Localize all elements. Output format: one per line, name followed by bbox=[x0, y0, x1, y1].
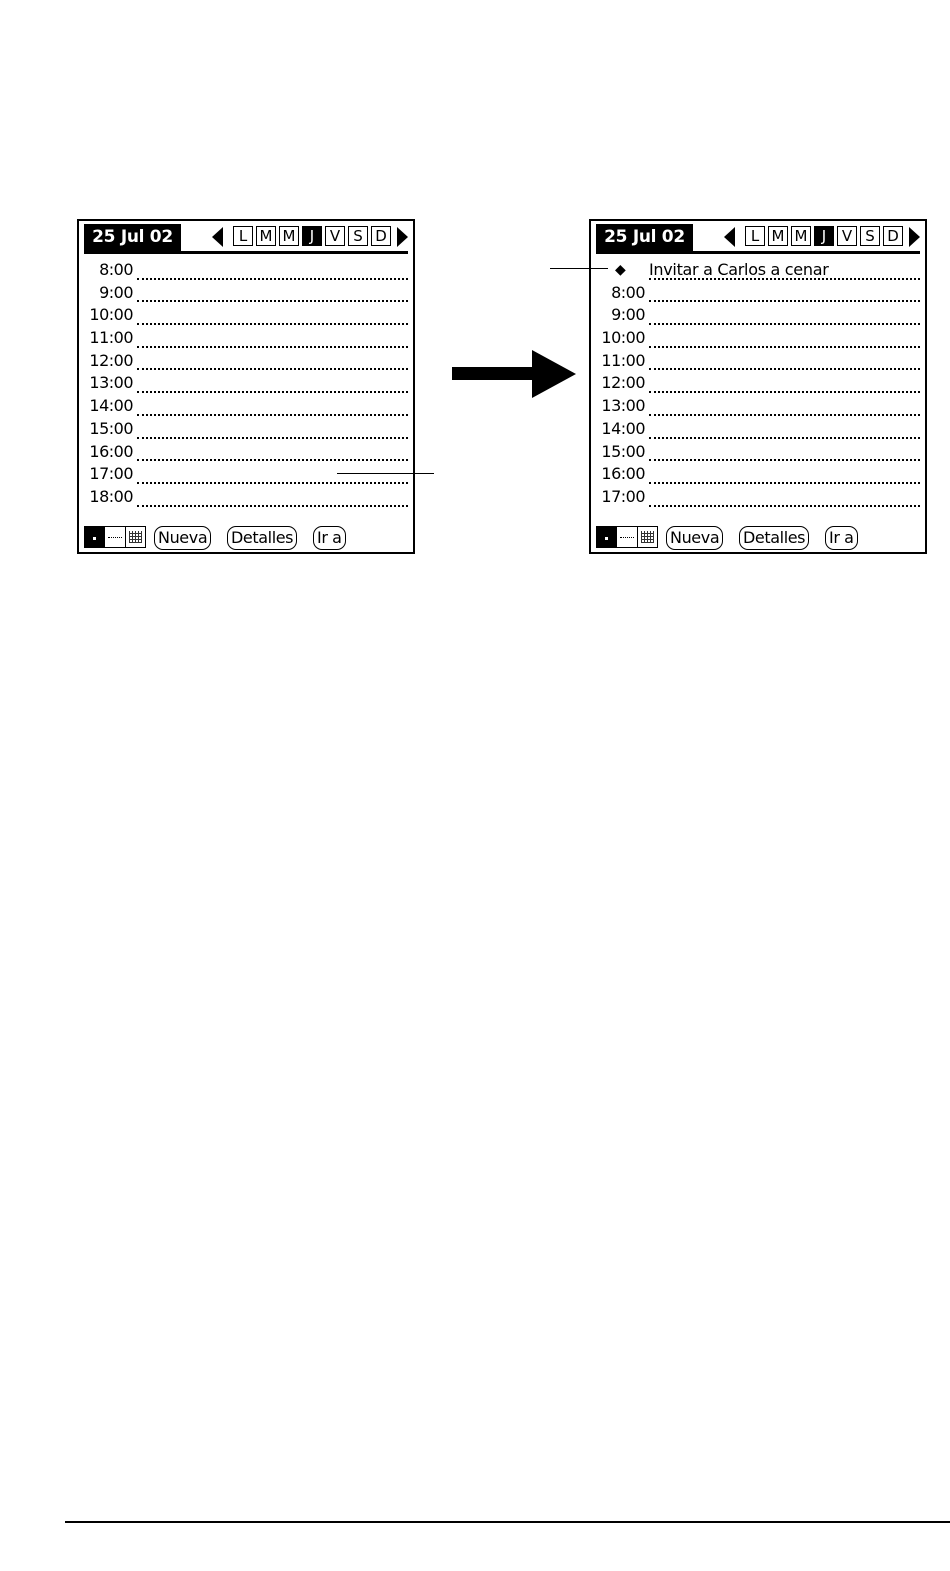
day-button-friday[interactable]: V bbox=[837, 226, 857, 246]
weekday-selector bbox=[233, 226, 394, 248]
command-bar bbox=[596, 526, 922, 550]
day-button-sunday[interactable]: D bbox=[371, 226, 391, 246]
slot-line bbox=[137, 391, 408, 393]
title-bar bbox=[84, 224, 408, 254]
callout-line-right bbox=[550, 268, 608, 269]
time-slot-row[interactable] bbox=[591, 464, 925, 487]
time-label: 14:00 bbox=[601, 418, 645, 438]
command-bar bbox=[84, 526, 410, 550]
slot-line bbox=[649, 323, 920, 325]
day-button-friday[interactable]: V bbox=[325, 226, 345, 246]
time-label: 16:00 bbox=[601, 464, 645, 484]
slot-line bbox=[649, 482, 920, 484]
slot-line bbox=[137, 346, 408, 348]
time-slot-row[interactable] bbox=[591, 442, 925, 465]
slot-line bbox=[649, 278, 920, 280]
time-label: 15:00 bbox=[601, 441, 645, 461]
day-button-saturday[interactable]: S bbox=[860, 226, 880, 246]
view-selector bbox=[84, 526, 146, 548]
callout-line-left bbox=[337, 473, 434, 474]
time-slot-row[interactable] bbox=[79, 305, 413, 328]
diamond-bullet-icon: ◆ bbox=[615, 262, 626, 278]
day-button-thursday[interactable]: J bbox=[814, 226, 834, 246]
time-slot-row[interactable] bbox=[591, 283, 925, 306]
week-view-toggle[interactable] bbox=[617, 527, 637, 547]
time-slot-row[interactable] bbox=[79, 464, 413, 487]
slot-line bbox=[137, 368, 408, 370]
time-slot-row[interactable] bbox=[591, 419, 925, 442]
day-view-screen-after bbox=[589, 219, 927, 554]
time-label: 12:00 bbox=[601, 373, 645, 393]
right-arrow-icon bbox=[452, 350, 576, 398]
time-slot-row[interactable] bbox=[79, 351, 413, 374]
time-slot-row[interactable] bbox=[79, 373, 413, 396]
time-label: 9:00 bbox=[99, 282, 133, 302]
time-label: 17:00 bbox=[601, 486, 645, 506]
time-label: 10:00 bbox=[89, 305, 133, 325]
day-view-icon bbox=[605, 537, 608, 540]
time-slot-row[interactable] bbox=[79, 419, 413, 442]
month-view-toggle[interactable] bbox=[126, 527, 145, 547]
time-label: 16:00 bbox=[89, 441, 133, 461]
day-button-monday[interactable]: L bbox=[745, 226, 765, 246]
time-slot-row[interactable] bbox=[591, 396, 925, 419]
month-view-toggle[interactable] bbox=[638, 527, 657, 547]
date-title[interactable]: 25 Jul 02 bbox=[84, 224, 181, 251]
previous-week-arrow-icon[interactable] bbox=[724, 227, 735, 247]
time-label: 17:00 bbox=[89, 464, 133, 484]
next-week-arrow-icon[interactable] bbox=[397, 227, 408, 247]
time-slot-row[interactable] bbox=[79, 396, 413, 419]
slot-line bbox=[649, 505, 920, 507]
time-label: 8:00 bbox=[611, 282, 645, 302]
slot-line bbox=[649, 437, 920, 439]
new-button[interactable]: Nueva bbox=[666, 526, 723, 550]
time-label: 15:00 bbox=[89, 418, 133, 438]
day-view-screen-before bbox=[77, 219, 415, 554]
time-slot-row[interactable] bbox=[591, 351, 925, 374]
time-slot-row[interactable] bbox=[79, 260, 413, 283]
week-view-toggle[interactable] bbox=[105, 527, 125, 547]
goto-button[interactable]: Ir a bbox=[313, 526, 346, 550]
day-button-wednesday[interactable]: M bbox=[791, 226, 811, 246]
slot-line bbox=[649, 459, 920, 461]
view-selector bbox=[596, 526, 658, 548]
title-bar bbox=[596, 224, 920, 254]
slot-line bbox=[649, 346, 920, 348]
month-view-icon bbox=[129, 531, 142, 543]
time-slot-list bbox=[591, 260, 925, 510]
time-label: 14:00 bbox=[89, 396, 133, 416]
goto-button[interactable]: Ir a bbox=[825, 526, 858, 550]
time-slot-row[interactable] bbox=[591, 373, 925, 396]
day-button-sunday[interactable]: D bbox=[883, 226, 903, 246]
time-label: 11:00 bbox=[601, 350, 645, 370]
event-description[interactable]: Invitar a Carlos a cenar bbox=[649, 260, 829, 279]
details-button[interactable]: Detalles bbox=[227, 526, 297, 550]
day-view-icon bbox=[93, 537, 96, 540]
time-slot-row[interactable] bbox=[79, 328, 413, 351]
time-slot-row[interactable] bbox=[591, 487, 925, 510]
week-view-icon bbox=[620, 537, 633, 538]
day-button-monday[interactable]: L bbox=[233, 226, 253, 246]
month-view-icon bbox=[641, 531, 654, 543]
slot-line bbox=[649, 300, 920, 302]
time-label: 12:00 bbox=[89, 350, 133, 370]
date-title[interactable]: 25 Jul 02 bbox=[596, 224, 693, 251]
day-button-tuesday[interactable]: M bbox=[256, 226, 276, 246]
time-slot-row[interactable] bbox=[79, 487, 413, 510]
day-button-saturday[interactable]: S bbox=[348, 226, 368, 246]
week-view-icon bbox=[108, 537, 121, 538]
slot-line bbox=[649, 368, 920, 370]
time-slot-row[interactable] bbox=[591, 305, 925, 328]
weekday-selector bbox=[745, 226, 906, 248]
untimed-event-row[interactable] bbox=[591, 260, 925, 283]
slot-line bbox=[649, 391, 920, 393]
time-slot-row[interactable] bbox=[79, 442, 413, 465]
time-label: 8:00 bbox=[99, 260, 133, 279]
time-slot-row[interactable] bbox=[79, 283, 413, 306]
time-label: 10:00 bbox=[601, 328, 645, 348]
slot-line bbox=[137, 482, 408, 484]
details-button[interactable]: Detalles bbox=[739, 526, 809, 550]
time-label: 11:00 bbox=[89, 328, 133, 348]
slot-line bbox=[137, 278, 408, 280]
day-button-tuesday[interactable]: M bbox=[768, 226, 788, 246]
time-slot-row[interactable] bbox=[591, 328, 925, 351]
slot-line bbox=[137, 459, 408, 461]
slot-line bbox=[137, 414, 408, 416]
slot-line bbox=[137, 300, 408, 302]
next-week-arrow-icon[interactable] bbox=[909, 227, 920, 247]
time-label: 9:00 bbox=[611, 305, 645, 325]
day-button-wednesday[interactable]: M bbox=[279, 226, 299, 246]
slot-line bbox=[649, 414, 920, 416]
day-view-toggle[interactable] bbox=[85, 527, 105, 547]
time-label: 13:00 bbox=[601, 396, 645, 416]
slot-line bbox=[137, 437, 408, 439]
new-button[interactable]: Nueva bbox=[154, 526, 211, 550]
previous-week-arrow-icon[interactable] bbox=[212, 227, 223, 247]
slot-line bbox=[137, 505, 408, 507]
time-label: 18:00 bbox=[89, 486, 133, 506]
time-label: 13:00 bbox=[89, 373, 133, 393]
day-button-thursday[interactable]: J bbox=[302, 226, 322, 246]
day-view-toggle[interactable] bbox=[597, 527, 617, 547]
footer-divider bbox=[65, 1521, 950, 1523]
slot-line bbox=[137, 323, 408, 325]
